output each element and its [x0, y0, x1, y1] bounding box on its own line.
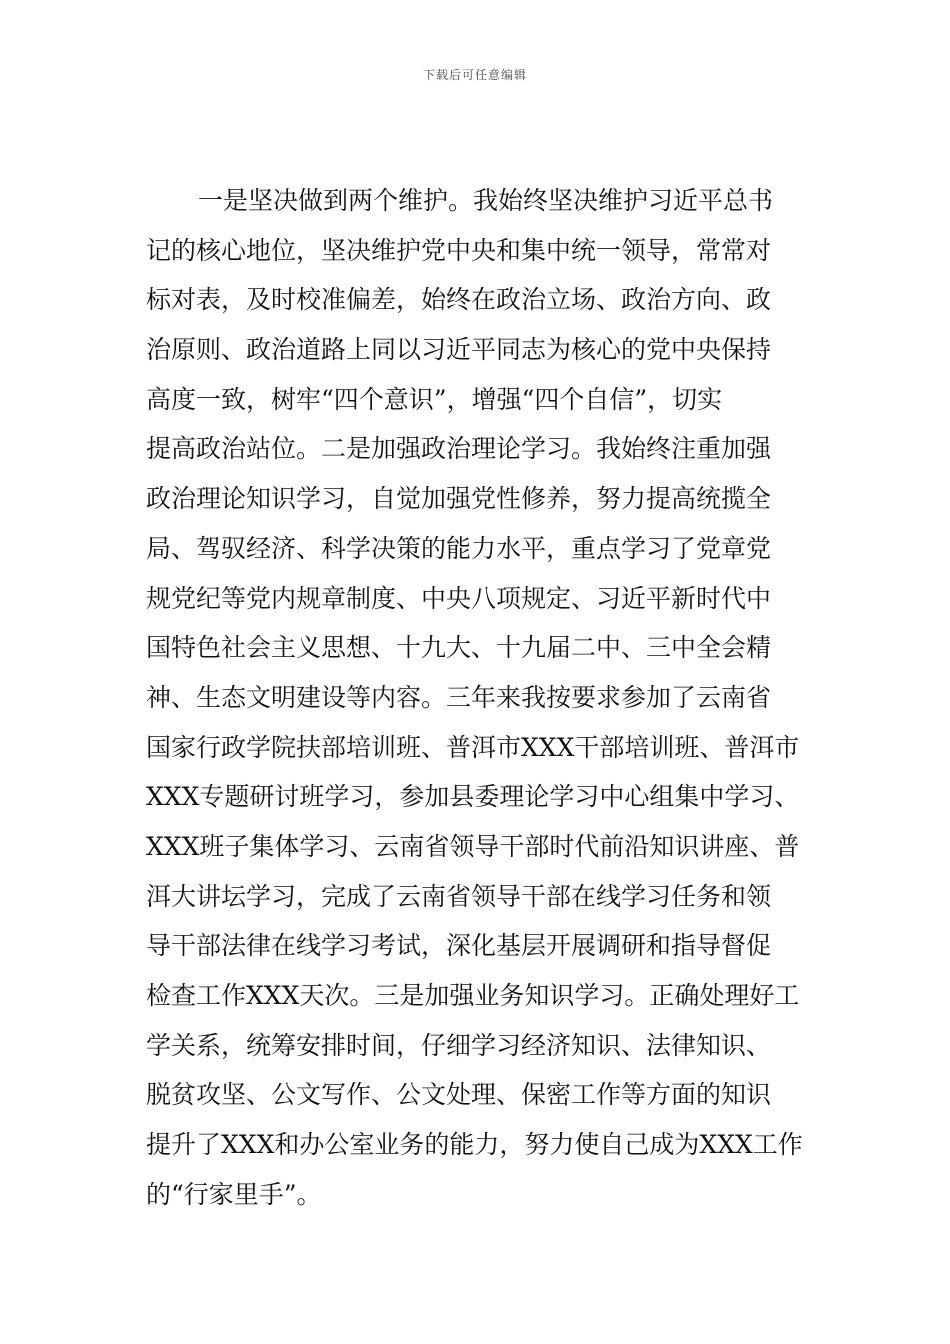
paragraph-line: 学关系，统筹安排时间，仔细学习经济知识、法律知识、 [146, 1030, 772, 1060]
paragraph-line: 标对表，及时校准偏差，始终在政治立场、政治方向、政 [146, 285, 772, 315]
paragraph-line: 洱大讲坛学习，完成了云南省领导干部在线学习任务和领 [146, 881, 772, 911]
paragraph-line: 提高政治站位。二是加强政治理论学习。我始终注重加强 [146, 434, 772, 464]
paragraph-line: 导干部法律在线学习考试，深化基层开展调研和指导督促 [146, 931, 772, 961]
paragraph-line: 国特色社会主义思想、十九大、十九届二中、三中全会精 [146, 633, 772, 663]
paragraph-line: 神、生态文明建设等内容。三年来我按要求参加了云南省 [146, 682, 772, 712]
paragraph-line: 提升了XXX和办公室业务的能力，努力使自己成为XXX工作 [146, 1130, 803, 1160]
paragraph-line: 规党纪等党内规章制度、中央八项规定、习近平新时代中 [146, 583, 772, 613]
paragraph-line: 治原则、政治道路上同以习近平同志为核心的党中央保持 [146, 335, 772, 365]
paragraph-line: 脱贫攻坚、公文写作、公文处理、保密工作等方面的知识 [146, 1080, 772, 1110]
header-note: 下载后可任意编辑 [422, 68, 527, 82]
paragraph-line: 记的核心地位，坚决维护党中央和集中统一领导，常常对 [146, 235, 772, 265]
paragraph-line: XXX专题研讨班学习，参加县委理论学习中心组集中学习、 [146, 782, 800, 812]
paragraph-line: 政治理论知识学习，自觉加强党性修养，努力提高统揽全 [146, 484, 772, 514]
body-paragraph [146, 176, 822, 1219]
paragraph-line: 一是坚决做到两个维护。我始终坚决维护习近平总书 [198, 186, 774, 215]
paragraph-line: XXX班子集体学习、云南省领导干部时代前沿知识讲座、普 [146, 831, 800, 861]
paragraph-line: 检查工作XXX天次。三是加强业务知识学习。正确处理好工 [146, 981, 800, 1010]
paragraph-line: 的“行家里手”。 [146, 1179, 322, 1209]
paragraph-line: 国家行政学院扶部培训班、普洱市XXX干部培训班、普洱市 [146, 732, 800, 762]
paragraph-line: 局、驾驭经济、科学决策的能力水平，重点学习了党章党 [146, 533, 772, 563]
paragraph-line: 高度一致，树牢“四个意识”，增强“四个自信”，切实 [146, 384, 723, 414]
